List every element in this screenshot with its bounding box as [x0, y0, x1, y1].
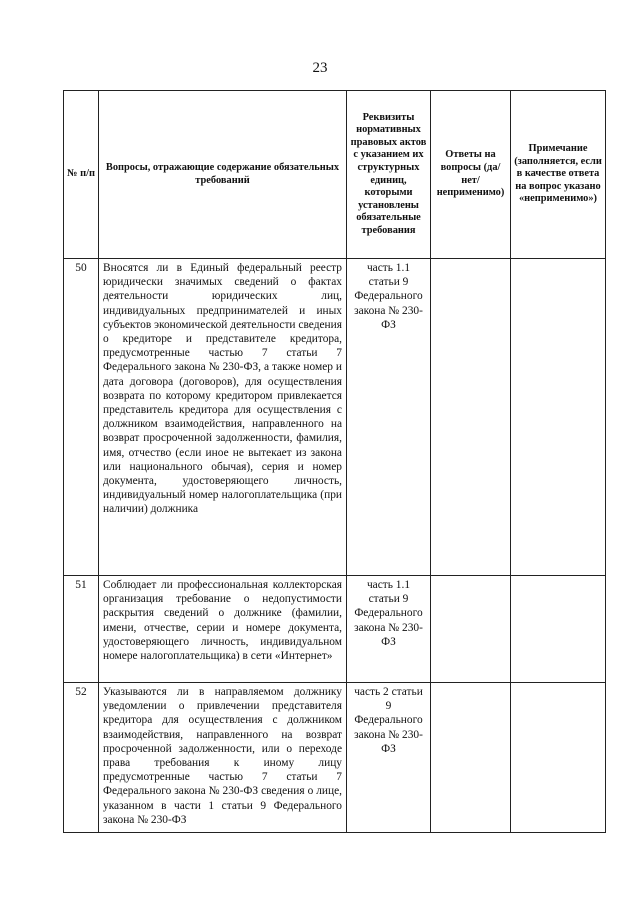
- requirements-table: [63, 90, 606, 833]
- row-answer-cell[interactable]: [431, 683, 511, 833]
- row-note-cell[interactable]: [511, 259, 606, 576]
- row-question: Соблюдает ли профессиональная коллекторская организация требование о недопустимости раскрытия сведений о должнике (фамилии, имени, отчестве, серии и номере документа, удостоверяющего личность, индивидуальном номере налогоплательщика) в сети «Интернет»: [99, 576, 347, 683]
- header-note: Примечание (заполняется, если в качестве ответа на вопрос указано «неприменимо»): [511, 91, 606, 259]
- row-number: 50: [64, 259, 99, 576]
- table-row: [64, 683, 606, 833]
- row-act: часть 2 статьи 9 Федерального закона № 230-ФЗ: [347, 683, 431, 833]
- row-question: Указываются ли в направляемом должнику уведомлении о привлечении представителя кредитора для осуществления с должником взаимодействия, направленного на возврат просроченной задолженности, или о переходе права требования к иному лицу предусмотренные частью 7 статьи 7 Федерального закона № 230-ФЗ сведения о лице, указанном в части 1 статьи 9 Федерального закона № 230-ФЗ: [99, 683, 347, 833]
- row-number: 52: [64, 683, 99, 833]
- header-question: Вопросы, отражающие содержание обязательных требований: [99, 91, 347, 259]
- row-note-cell[interactable]: [511, 683, 606, 833]
- row-act: часть 1.1 статьи 9 Федерального закона № 230-ФЗ: [347, 576, 431, 683]
- table-header-row: [64, 91, 606, 259]
- row-number: 51: [64, 576, 99, 683]
- header-acts: Реквизиты нормативных правовых актов с указанием их структурных единиц, которыми установлены обязательные требования: [347, 91, 431, 259]
- row-answer-cell[interactable]: [431, 259, 511, 576]
- table-row: [64, 576, 606, 683]
- page-number: 23: [312, 60, 328, 76]
- row-answer-cell[interactable]: [431, 576, 511, 683]
- header-answers: Ответы на вопросы (да/нет/ неприменимо): [431, 91, 511, 259]
- row-question: Вносятся ли в Единый федеральный реестр юридически значимых сведений о фактах деятельности юридических лиц, индивидуальных предпринимателей и иных субъектов экономической деятельности сведения о кредиторе и представителе кредитора, предусмотренные частью 7 статьи 7 Федерального закона № 230-ФЗ, а также номер и дата договора (договоров), для осуществления возврата по которому кредитором привлекается представитель кредитора для осуществления с должником взаимодействия, направленного на возврат просроченной задолженности, фамилия, имя, отчество (если иное не вытекает из закона или национального обычая), серия и номер документа, удостоверяющего личность, индивидуальный номер налогоплательщика (при наличии) должника: [99, 259, 347, 576]
- header-num: № п/п: [64, 91, 99, 259]
- row-note-cell[interactable]: [511, 576, 606, 683]
- table-row: [64, 259, 606, 576]
- row-act: часть 1.1 статьи 9 Федерального закона № 230-ФЗ: [347, 259, 431, 576]
